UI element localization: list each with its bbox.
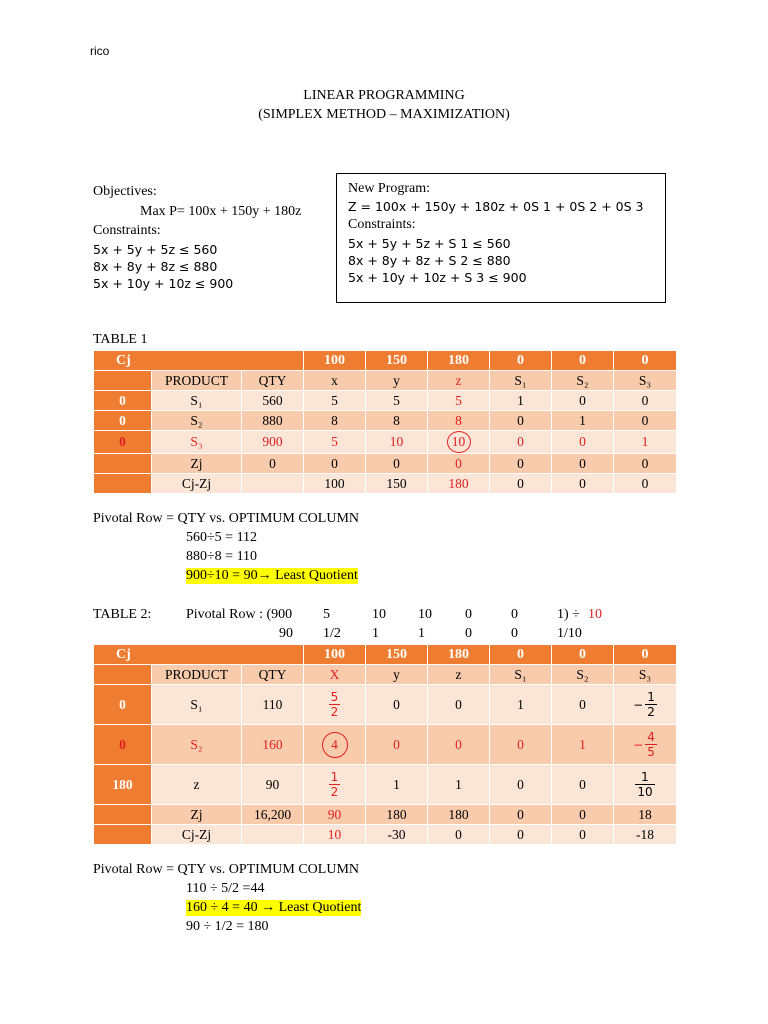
row-cj: 180 bbox=[94, 765, 152, 805]
pivot2-title: Pivotal Row = QTY vs. OPTIMUM COLUMN bbox=[93, 862, 359, 877]
fraction-cell bbox=[614, 685, 677, 725]
cell: 0 bbox=[366, 454, 428, 474]
table1-header-s3: S₃ bbox=[614, 371, 677, 391]
numerator: 4 bbox=[647, 730, 655, 744]
fraction-cell bbox=[614, 765, 677, 805]
fraction bbox=[635, 770, 654, 799]
cell: 0 bbox=[552, 765, 614, 805]
minus-sign: − bbox=[633, 697, 644, 712]
cell: 0 bbox=[490, 454, 552, 474]
pivot-circle: 10 bbox=[447, 431, 471, 453]
table2-cj-cell bbox=[94, 665, 152, 685]
result-value: 1 bbox=[372, 626, 379, 641]
table-row bbox=[94, 765, 677, 805]
row-cj bbox=[94, 474, 152, 494]
numerator: 1 bbox=[635, 770, 654, 785]
pivot-cell bbox=[428, 431, 490, 454]
table2-cj-s2: 0 bbox=[552, 645, 614, 665]
table1-cj-cell bbox=[94, 371, 152, 391]
cell: 180 bbox=[366, 805, 428, 825]
fraction bbox=[329, 770, 341, 799]
cell: 0 bbox=[490, 725, 552, 765]
cell: 0 bbox=[490, 431, 552, 454]
cell: 0 bbox=[552, 685, 614, 725]
row-qty: 560 bbox=[242, 391, 304, 411]
cell: 1 bbox=[428, 765, 490, 805]
cell: 150 bbox=[366, 474, 428, 494]
row-product: Zj bbox=[152, 454, 242, 474]
new-program-function: Z = 100x + 150y + 180z + 0S 1 + 0S 2 + 0S 3 bbox=[348, 199, 644, 214]
cell: 1 bbox=[552, 725, 614, 765]
table2-cj-label: Cj bbox=[94, 645, 304, 665]
table1-cj-s2: 0 bbox=[552, 351, 614, 371]
row-qty bbox=[242, 474, 304, 494]
row-qty: 900 bbox=[242, 431, 304, 454]
cell: 0 bbox=[614, 391, 677, 411]
row-qty: 160 bbox=[242, 725, 304, 765]
cell: 0 bbox=[490, 825, 552, 845]
table-row-pivot bbox=[94, 725, 677, 765]
row-product: S₁ bbox=[152, 391, 242, 411]
pivot2-least-quotient: 160 ÷ 4 = 40 → Least Quotient bbox=[186, 900, 362, 915]
table-row bbox=[94, 391, 677, 411]
row-cj: 0 bbox=[94, 411, 152, 431]
pivot-value: 10 bbox=[372, 607, 386, 622]
row-product: Cj-Zj bbox=[152, 474, 242, 494]
table1-cj-y: 150 bbox=[366, 351, 428, 371]
pivot-value: 5 bbox=[323, 607, 330, 622]
new-constraint-3: 5x + 10y + 10z + S 3 ≤ 900 bbox=[348, 270, 527, 285]
row-cj: 0 bbox=[94, 431, 152, 454]
result-value: 0 bbox=[465, 626, 472, 641]
cell: 0 bbox=[490, 411, 552, 431]
cell: 0 bbox=[428, 685, 490, 725]
pivot-circle: 4 bbox=[322, 732, 348, 758]
pivot-cell bbox=[304, 725, 366, 765]
new-program-constraints-label: Constraints: bbox=[348, 217, 416, 232]
constraint-3: 5x + 10y + 10z ≤ 900 bbox=[93, 276, 234, 291]
pivot1-line-1: 560÷5 = 112 bbox=[186, 530, 258, 545]
fraction-cell bbox=[614, 725, 677, 765]
constraints-label: Constraints: bbox=[93, 223, 161, 238]
cell: 0 bbox=[552, 454, 614, 474]
row-cj bbox=[94, 454, 152, 474]
row-qty bbox=[242, 825, 304, 845]
pivot-value: 0 bbox=[511, 607, 518, 622]
table2-header-s2: S₂ bbox=[552, 665, 614, 685]
cell: 0 bbox=[366, 725, 428, 765]
table1-header-y: y bbox=[366, 371, 428, 391]
pivot2-line-1: 110 ÷ 5/2 =44 bbox=[186, 881, 265, 896]
table2-cj-y: 150 bbox=[366, 645, 428, 665]
table-row-zj bbox=[94, 454, 677, 474]
pivot-value: 1) ÷ bbox=[557, 607, 580, 622]
cell: 1 bbox=[490, 391, 552, 411]
constraint-1: 5x + 5y + 5z ≤ 560 bbox=[93, 242, 218, 257]
cell: 0 bbox=[490, 805, 552, 825]
cell: 0 bbox=[552, 825, 614, 845]
row-qty: 16,200 bbox=[242, 805, 304, 825]
table-row-zj bbox=[94, 805, 677, 825]
cell: 8 bbox=[304, 411, 366, 431]
cell: 5 bbox=[304, 431, 366, 454]
cell: 100 bbox=[304, 474, 366, 494]
table2-header-qty: QTY bbox=[242, 665, 304, 685]
row-cj bbox=[94, 825, 152, 845]
denominator: 5 bbox=[647, 745, 655, 759]
cell: 1 bbox=[614, 431, 677, 454]
table2-header-product: PRODUCT bbox=[152, 665, 242, 685]
row-product: Zj bbox=[152, 805, 242, 825]
table1-cj-x: 100 bbox=[304, 351, 366, 371]
numerator: 5 bbox=[330, 690, 339, 704]
table2-cj-s3: 0 bbox=[614, 645, 677, 665]
cell: 0 bbox=[490, 765, 552, 805]
table-row-cjzj bbox=[94, 825, 677, 845]
row-product: S₁ bbox=[152, 685, 242, 725]
fraction bbox=[645, 730, 657, 759]
fraction bbox=[329, 690, 341, 719]
table2-cj-row bbox=[94, 645, 677, 665]
table2-cj-z: 180 bbox=[428, 645, 490, 665]
row-product: S₂ bbox=[152, 411, 242, 431]
table1-header-s1: S₁ bbox=[490, 371, 552, 391]
objectives-label: Objectives: bbox=[93, 184, 157, 199]
cell: -18 bbox=[614, 825, 677, 845]
cell: 0 bbox=[428, 825, 490, 845]
fraction-cell bbox=[304, 765, 366, 805]
cell: 0 bbox=[552, 391, 614, 411]
new-program-box bbox=[336, 173, 666, 303]
table2-header-s3: S₃ bbox=[614, 665, 677, 685]
cell: 0 bbox=[428, 725, 490, 765]
fraction bbox=[645, 690, 657, 719]
pivot2-line-3: 90 ÷ 1/2 = 180 bbox=[186, 919, 269, 934]
row-cj: 0 bbox=[94, 725, 152, 765]
cell: 1 bbox=[490, 685, 552, 725]
table2-header-row bbox=[94, 665, 677, 685]
table1-header-s2: S₂ bbox=[552, 371, 614, 391]
cell: 0 bbox=[428, 454, 490, 474]
result-value: 1/10 bbox=[557, 626, 582, 641]
pivot-value: 10 bbox=[418, 607, 432, 622]
cell: 180 bbox=[428, 805, 490, 825]
cell: 18 bbox=[614, 805, 677, 825]
table1-header-row bbox=[94, 371, 677, 391]
document-subtitle: (SIMPLEX METHOD – MAXIMIZATION) bbox=[258, 107, 510, 122]
row-product: S₃ bbox=[152, 431, 242, 454]
cell: -30 bbox=[366, 825, 428, 845]
table1-cj-row bbox=[94, 351, 677, 371]
row-qty: 110 bbox=[242, 685, 304, 725]
table2-header-s1: S₁ bbox=[490, 665, 552, 685]
fraction-cell bbox=[304, 685, 366, 725]
pivot1-least-quotient: 900÷10 = 90→ Least Quotient bbox=[186, 568, 358, 583]
table1-header-qty: QTY bbox=[242, 371, 304, 391]
cell: 0 bbox=[614, 411, 677, 431]
cell: 0 bbox=[552, 474, 614, 494]
minus-sign: − bbox=[633, 737, 644, 752]
cell: 0 bbox=[614, 474, 677, 494]
new-program-label: New Program: bbox=[348, 181, 431, 196]
document-title: LINEAR PROGRAMMING bbox=[303, 88, 465, 103]
simplex-table-2 bbox=[93, 644, 677, 845]
pivot1-line-2: 880÷8 = 110 bbox=[186, 549, 258, 564]
table2-cj-x: 100 bbox=[304, 645, 366, 665]
table2-header-x: X bbox=[304, 665, 366, 685]
table2-header-y: y bbox=[366, 665, 428, 685]
table1-header-z: z bbox=[428, 371, 490, 391]
denominator: 2 bbox=[647, 705, 655, 719]
cell: 10 bbox=[304, 825, 366, 845]
table1-header-x: x bbox=[304, 371, 366, 391]
table2-pivot-label: Pivotal Row : (900 bbox=[186, 607, 293, 622]
row-product: z bbox=[152, 765, 242, 805]
author-name: rico bbox=[90, 44, 110, 58]
table1-label: TABLE 1 bbox=[93, 332, 148, 347]
new-constraint-2: 8x + 8y + 8z + S 2 ≤ 880 bbox=[348, 253, 511, 268]
cell: 5 bbox=[304, 391, 366, 411]
cell: 0 bbox=[490, 474, 552, 494]
table1-cj-s3: 0 bbox=[614, 351, 677, 371]
row-qty: 0 bbox=[242, 454, 304, 474]
table2-cj-s1: 0 bbox=[490, 645, 552, 665]
table2-label: TABLE 2: bbox=[93, 607, 152, 622]
denominator: 2 bbox=[330, 705, 339, 719]
cell: 1 bbox=[552, 411, 614, 431]
table1-header-product: PRODUCT bbox=[152, 371, 242, 391]
cell: 0 bbox=[366, 685, 428, 725]
cell: 8 bbox=[366, 411, 428, 431]
table-row-cjzj bbox=[94, 474, 677, 494]
row-product: Cj-Zj bbox=[152, 825, 242, 845]
cell: 0 bbox=[614, 454, 677, 474]
table-row-pivot bbox=[94, 431, 677, 454]
row-cj: 0 bbox=[94, 685, 152, 725]
result-value: 90 bbox=[279, 626, 293, 641]
cell: 1 bbox=[366, 765, 428, 805]
new-constraint-1: 5x + 5y + 5z + S 1 ≤ 560 bbox=[348, 236, 511, 251]
table-row bbox=[94, 411, 677, 431]
cell: 0 bbox=[304, 454, 366, 474]
table1-cj-label: Cj bbox=[94, 351, 304, 371]
table1-cj-s1: 0 bbox=[490, 351, 552, 371]
table-row bbox=[94, 685, 677, 725]
objective-function: Max P= 100x + 150y + 180z bbox=[140, 204, 302, 219]
cell: 10 bbox=[366, 431, 428, 454]
numerator: 1 bbox=[330, 770, 339, 784]
cell: 5 bbox=[366, 391, 428, 411]
denominator: 10 bbox=[637, 785, 653, 799]
cell: 5 bbox=[428, 391, 490, 411]
row-product: S₂ bbox=[152, 725, 242, 765]
table1-cj-z: 180 bbox=[428, 351, 490, 371]
constraint-2: 8x + 8y + 8z ≤ 880 bbox=[93, 259, 218, 274]
simplex-table-1 bbox=[93, 350, 677, 494]
cell: 0 bbox=[552, 431, 614, 454]
cell: 180 bbox=[428, 474, 490, 494]
denominator: 2 bbox=[330, 785, 339, 799]
result-value: 0 bbox=[511, 626, 518, 641]
pivot1-title: Pivotal Row = QTY vs. OPTIMUM COLUMN bbox=[93, 511, 359, 526]
row-cj: 0 bbox=[94, 391, 152, 411]
result-value: 1 bbox=[418, 626, 425, 641]
pivot-divisor: 10 bbox=[588, 607, 602, 622]
cell: 90 bbox=[304, 805, 366, 825]
table2-header-z: z bbox=[428, 665, 490, 685]
cell: 8 bbox=[428, 411, 490, 431]
numerator: 1 bbox=[647, 690, 655, 704]
result-value: 1/2 bbox=[323, 626, 341, 641]
cell: 0 bbox=[552, 805, 614, 825]
pivot-value: 0 bbox=[465, 607, 472, 622]
row-cj bbox=[94, 805, 152, 825]
row-qty: 880 bbox=[242, 411, 304, 431]
row-qty: 90 bbox=[242, 765, 304, 805]
